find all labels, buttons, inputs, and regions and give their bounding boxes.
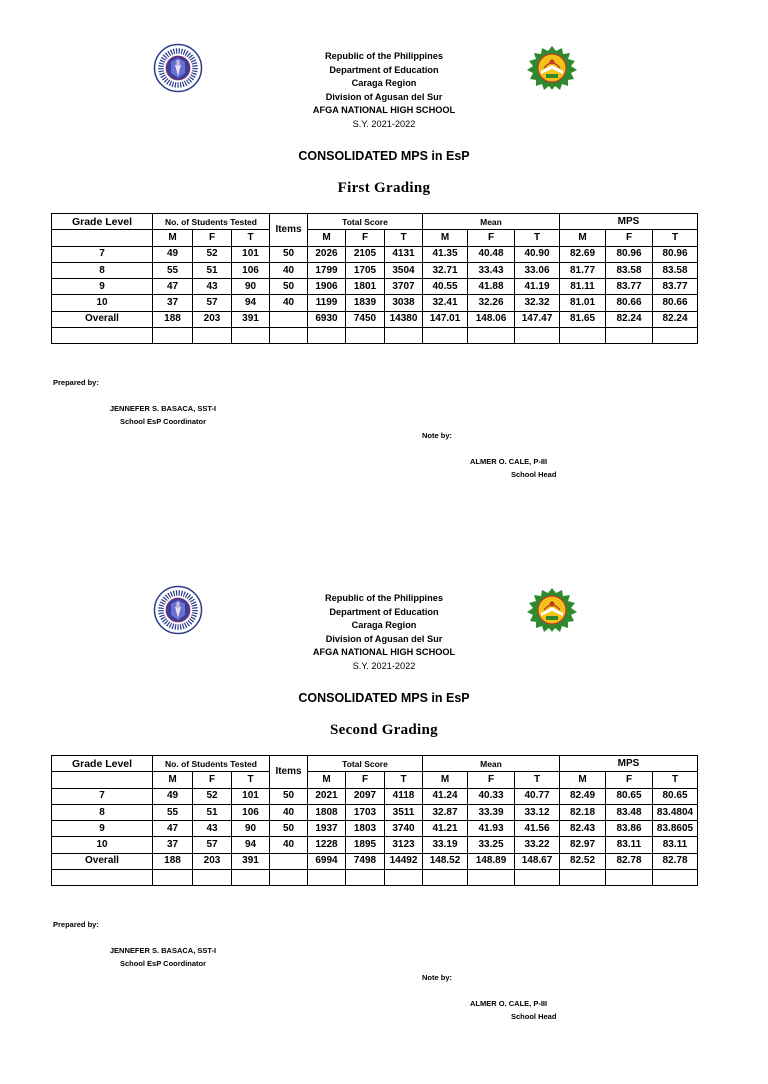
preparer-signature-block [96, 945, 230, 970]
students-t-cell: 101 [232, 246, 270, 262]
mean-f-cell: 33.43 [468, 262, 515, 278]
mps-t-cell: 83.58 [653, 262, 698, 278]
score-m-cell: 2021 [308, 788, 346, 804]
mean-f-cell: 33.39 [468, 804, 515, 820]
score-t-header: T [385, 230, 423, 246]
items-cell [270, 853, 308, 869]
mps-f-cell: 80.66 [606, 295, 653, 311]
mps-t-cell: 83.77 [653, 279, 698, 295]
score-t-cell: 4131 [385, 246, 423, 262]
students-t-cell: 106 [232, 804, 270, 820]
table-subheader-row [52, 230, 698, 246]
mps-t-cell: 80.66 [653, 295, 698, 311]
mps-t-cell: 80.65 [653, 788, 698, 804]
mps-header: MPS [560, 756, 698, 772]
empty-cell [468, 328, 515, 344]
score-f-cell: 2105 [346, 246, 385, 262]
mean-m-cell: 148.52 [423, 853, 468, 869]
students-t-cell: 106 [232, 262, 270, 278]
mps-m-cell: 82.52 [560, 853, 606, 869]
score-m-cell: 2026 [308, 246, 346, 262]
grade-level-cell: 9 [52, 821, 153, 837]
mean-f-cell: 41.88 [468, 279, 515, 295]
mean-f-cell: 33.25 [468, 837, 515, 853]
school-head-signature-block [460, 998, 580, 1023]
mean-m-cell: 147.01 [423, 311, 468, 327]
mean-f-cell: 41.93 [468, 821, 515, 837]
items-header: Items [270, 756, 308, 789]
mean-m-cell: 41.21 [423, 821, 468, 837]
mps-m-cell: 82.69 [560, 246, 606, 262]
students-m-cell: 37 [153, 837, 193, 853]
students-f-cell: 203 [193, 311, 232, 327]
school-head-signature-block [460, 456, 580, 481]
score-m-cell: 1808 [308, 804, 346, 820]
empty-cell [308, 328, 346, 344]
preparer-name: JENNEFER S. BASACA, SST-I [109, 946, 217, 955]
table-row [52, 246, 698, 262]
items-cell: 40 [270, 804, 308, 820]
school-head-title: School Head [511, 1011, 557, 1021]
prepared-by-label: Prepared by: [53, 378, 99, 387]
items-header: Items [270, 214, 308, 247]
grading-period-title: Second Grading [330, 722, 438, 738]
score-m-cell: 1199 [308, 295, 346, 311]
mean-t-cell: 148.67 [515, 853, 560, 869]
mean-header: Mean [423, 756, 560, 772]
score-t-cell: 14492 [385, 853, 423, 869]
score-f-cell: 1803 [346, 821, 385, 837]
mean-t-cell: 33.06 [515, 262, 560, 278]
score-m-cell: 1937 [308, 821, 346, 837]
mean-t-header: T [515, 772, 560, 788]
mean-m-cell: 32.71 [423, 262, 468, 278]
table-row-overall [52, 311, 698, 327]
score-f-cell: 7498 [346, 853, 385, 869]
mps-f-cell: 83.58 [606, 262, 653, 278]
students-t-header: T [232, 230, 270, 246]
students-m-cell: 47 [153, 279, 193, 295]
items-cell: 50 [270, 821, 308, 837]
grade-level-cell: 8 [52, 262, 153, 278]
table-row [52, 837, 698, 853]
empty-cell [515, 870, 560, 886]
students-f-cell: 57 [193, 837, 232, 853]
table-row-empty [52, 328, 698, 344]
header-department: Department of Education [329, 64, 439, 75]
mps-f-header: F [606, 230, 653, 246]
mps-f-cell: 83.48 [606, 804, 653, 820]
students-f-cell: 203 [193, 853, 232, 869]
empty-cell [52, 870, 153, 886]
mps-m-header: M [560, 230, 606, 246]
score-m-header: M [308, 230, 346, 246]
mps-f-cell: 83.86 [606, 821, 653, 837]
items-cell: 40 [270, 262, 308, 278]
mean-t-cell: 33.12 [515, 804, 560, 820]
mps-t-cell: 82.24 [653, 311, 698, 327]
mean-t-cell: 41.19 [515, 279, 560, 295]
empty-cell [232, 870, 270, 886]
grade-level-header: Grade Level [52, 214, 153, 230]
preparer-title: School EsP Coordinator [119, 416, 207, 426]
mps-t-header: T [653, 230, 698, 246]
empty-cell [270, 870, 308, 886]
students-t-cell: 101 [232, 788, 270, 804]
items-cell [270, 311, 308, 327]
mps-f-cell: 82.24 [606, 311, 653, 327]
students-t-cell: 391 [232, 853, 270, 869]
blank-cell [52, 230, 153, 246]
students-f-cell: 57 [193, 295, 232, 311]
grade-level-cell: 10 [52, 837, 153, 853]
students-m-header: M [153, 230, 193, 246]
empty-cell [346, 870, 385, 886]
total-score-header: Total Score [308, 214, 423, 230]
blank-cell [52, 772, 153, 788]
students-m-cell: 55 [153, 804, 193, 820]
mean-t-cell: 41.56 [515, 821, 560, 837]
empty-cell [385, 870, 423, 886]
score-t-cell: 3038 [385, 295, 423, 311]
mean-m-cell: 41.35 [423, 246, 468, 262]
header-school-year: S.Y. 2021-2022 [352, 660, 416, 671]
grading-period-title: First Grading [337, 180, 431, 196]
score-t-cell: 3504 [385, 262, 423, 278]
score-f-cell: 1705 [346, 262, 385, 278]
mps-m-cell: 81.11 [560, 279, 606, 295]
noted-by-label: Note by: [422, 431, 452, 440]
table-row [52, 295, 698, 311]
grade-level-cell: Overall [52, 311, 153, 327]
table-subheader-row [52, 772, 698, 788]
grade-level-cell: 8 [52, 804, 153, 820]
header-school-name: AFGA NATIONAL HIGH SCHOOL [312, 105, 456, 116]
items-cell: 50 [270, 788, 308, 804]
mps-f-cell: 80.96 [606, 246, 653, 262]
mean-f-header: F [468, 772, 515, 788]
table-row [52, 821, 698, 837]
report-section [0, 542, 768, 1084]
items-cell: 40 [270, 295, 308, 311]
items-cell: 40 [270, 837, 308, 853]
mean-f-cell: 40.33 [468, 788, 515, 804]
empty-cell [193, 328, 232, 344]
students-tested-header: No. of Students Tested [153, 214, 270, 230]
students-m-cell: 47 [153, 821, 193, 837]
score-t-header: T [385, 772, 423, 788]
mps-t-cell: 83.8605 [653, 821, 698, 837]
score-m-header: M [308, 772, 346, 788]
score-t-cell: 3123 [385, 837, 423, 853]
mean-t-header: T [515, 230, 560, 246]
mps-t-header: T [653, 772, 698, 788]
empty-cell [423, 328, 468, 344]
score-t-cell: 14380 [385, 311, 423, 327]
empty-cell [606, 328, 653, 344]
students-f-header: F [193, 230, 232, 246]
empty-cell [653, 870, 698, 886]
table-row [52, 788, 698, 804]
header-department: Department of Education [329, 606, 439, 617]
deped-seal-logo [153, 585, 203, 635]
mean-t-cell: 40.90 [515, 246, 560, 262]
school-header [234, 592, 534, 674]
mean-f-header: F [468, 230, 515, 246]
header-region: Caraga Region [351, 620, 417, 631]
grade-level-cell: 7 [52, 788, 153, 804]
items-cell: 50 [270, 246, 308, 262]
preparer-title: School EsP Coordinator [119, 958, 207, 968]
empty-cell [385, 328, 423, 344]
mps-table [51, 755, 698, 886]
grade-level-cell: 7 [52, 246, 153, 262]
noted-by-label: Note by: [422, 973, 452, 982]
header-school-name: AFGA NATIONAL HIGH SCHOOL [312, 647, 456, 658]
mean-m-cell: 40.55 [423, 279, 468, 295]
students-f-cell: 43 [193, 279, 232, 295]
mean-t-cell: 33.22 [515, 837, 560, 853]
students-f-cell: 51 [193, 262, 232, 278]
school-head-name: ALMER O. CALE, P-III [470, 457, 548, 466]
header-school-year: S.Y. 2021-2022 [352, 118, 416, 129]
mean-m-cell: 41.24 [423, 788, 468, 804]
table-row [52, 804, 698, 820]
mean-m-header: M [423, 772, 468, 788]
students-m-header: M [153, 772, 193, 788]
score-m-cell: 1906 [308, 279, 346, 295]
mps-t-cell: 83.11 [653, 837, 698, 853]
score-f-header: F [346, 230, 385, 246]
empty-cell [653, 328, 698, 344]
header-division: Division of Agusan del Sur [325, 633, 443, 644]
mps-f-cell: 82.78 [606, 853, 653, 869]
report-title: CONSOLIDATED MPS in EsP [298, 691, 470, 705]
mean-m-cell: 33.19 [423, 837, 468, 853]
preparer-name: JENNEFER S. BASACA, SST-I [109, 404, 217, 413]
table-row-overall [52, 853, 698, 869]
score-m-cell: 1228 [308, 837, 346, 853]
students-t-cell: 90 [232, 279, 270, 295]
students-t-header: T [232, 772, 270, 788]
empty-cell [515, 328, 560, 344]
mps-t-cell: 83.4804 [653, 804, 698, 820]
mean-t-cell: 40.77 [515, 788, 560, 804]
score-f-header: F [346, 772, 385, 788]
students-m-cell: 49 [153, 246, 193, 262]
mean-m-cell: 32.87 [423, 804, 468, 820]
total-score-header: Total Score [308, 756, 423, 772]
prepared-by-label: Prepared by: [53, 920, 99, 929]
table-row [52, 262, 698, 278]
students-f-cell: 52 [193, 246, 232, 262]
grade-level-cell: Overall [52, 853, 153, 869]
mean-m-cell: 32.41 [423, 295, 468, 311]
score-m-cell: 1799 [308, 262, 346, 278]
score-t-cell: 3511 [385, 804, 423, 820]
mps-m-cell: 82.49 [560, 788, 606, 804]
mps-t-cell: 80.96 [653, 246, 698, 262]
score-t-cell: 4118 [385, 788, 423, 804]
students-t-cell: 90 [232, 821, 270, 837]
table-header-row [52, 214, 698, 230]
mps-m-cell: 81.01 [560, 295, 606, 311]
mean-m-header: M [423, 230, 468, 246]
mean-f-cell: 148.89 [468, 853, 515, 869]
score-f-cell: 1839 [346, 295, 385, 311]
score-m-cell: 6994 [308, 853, 346, 869]
score-f-cell: 2097 [346, 788, 385, 804]
table-row [52, 279, 698, 295]
students-f-cell: 52 [193, 788, 232, 804]
deped-seal-logo [153, 43, 203, 93]
grade-level-cell: 10 [52, 295, 153, 311]
mean-f-cell: 40.48 [468, 246, 515, 262]
header-region: Caraga Region [351, 78, 417, 89]
mps-f-header: F [606, 772, 653, 788]
table-row-empty [52, 870, 698, 886]
mps-f-cell: 80.65 [606, 788, 653, 804]
mps-f-cell: 83.11 [606, 837, 653, 853]
empty-cell [52, 328, 153, 344]
score-f-cell: 1801 [346, 279, 385, 295]
mps-m-cell: 81.77 [560, 262, 606, 278]
mean-t-cell: 32.32 [515, 295, 560, 311]
mps-m-cell: 81.65 [560, 311, 606, 327]
school-head-name: ALMER O. CALE, P-III [470, 999, 548, 1008]
grade-level-cell: 9 [52, 279, 153, 295]
mps-m-cell: 82.97 [560, 837, 606, 853]
score-m-cell: 6930 [308, 311, 346, 327]
students-t-cell: 391 [232, 311, 270, 327]
mps-m-cell: 82.18 [560, 804, 606, 820]
mps-m-header: M [560, 772, 606, 788]
empty-cell [423, 870, 468, 886]
score-t-cell: 3707 [385, 279, 423, 295]
mean-f-cell: 148.06 [468, 311, 515, 327]
preparer-signature-block [96, 403, 230, 428]
mps-m-cell: 82.43 [560, 821, 606, 837]
empty-cell [468, 870, 515, 886]
students-f-cell: 43 [193, 821, 232, 837]
table-header-row [52, 756, 698, 772]
mean-f-cell: 32.26 [468, 295, 515, 311]
report-title: CONSOLIDATED MPS in EsP [298, 149, 470, 163]
empty-cell [153, 870, 193, 886]
score-f-cell: 1703 [346, 804, 385, 820]
mps-header: MPS [560, 214, 698, 230]
empty-cell [346, 328, 385, 344]
mps-f-cell: 83.77 [606, 279, 653, 295]
mean-t-cell: 147.47 [515, 311, 560, 327]
grade-level-header: Grade Level [52, 756, 153, 772]
school-header [234, 50, 534, 132]
empty-cell [560, 870, 606, 886]
mean-header: Mean [423, 214, 560, 230]
students-f-header: F [193, 772, 232, 788]
score-f-cell: 7450 [346, 311, 385, 327]
empty-cell [153, 328, 193, 344]
header-republic: Republic of the Philippines [325, 51, 443, 61]
students-m-cell: 37 [153, 295, 193, 311]
students-tested-header: No. of Students Tested [153, 756, 270, 772]
empty-cell [232, 328, 270, 344]
students-t-cell: 94 [232, 295, 270, 311]
mps-t-cell: 82.78 [653, 853, 698, 869]
students-m-cell: 55 [153, 262, 193, 278]
header-division: Division of Agusan del Sur [325, 91, 443, 102]
students-m-cell: 49 [153, 788, 193, 804]
empty-cell [308, 870, 346, 886]
score-t-cell: 3740 [385, 821, 423, 837]
mps-table [51, 213, 698, 344]
school-head-title: School Head [511, 469, 557, 479]
score-f-cell: 1895 [346, 837, 385, 853]
empty-cell [606, 870, 653, 886]
empty-cell [560, 328, 606, 344]
header-republic: Republic of the Philippines [325, 593, 443, 603]
students-t-cell: 94 [232, 837, 270, 853]
empty-cell [270, 328, 308, 344]
students-f-cell: 51 [193, 804, 232, 820]
items-cell: 50 [270, 279, 308, 295]
students-m-cell: 188 [153, 311, 193, 327]
empty-cell [193, 870, 232, 886]
students-m-cell: 188 [153, 853, 193, 869]
